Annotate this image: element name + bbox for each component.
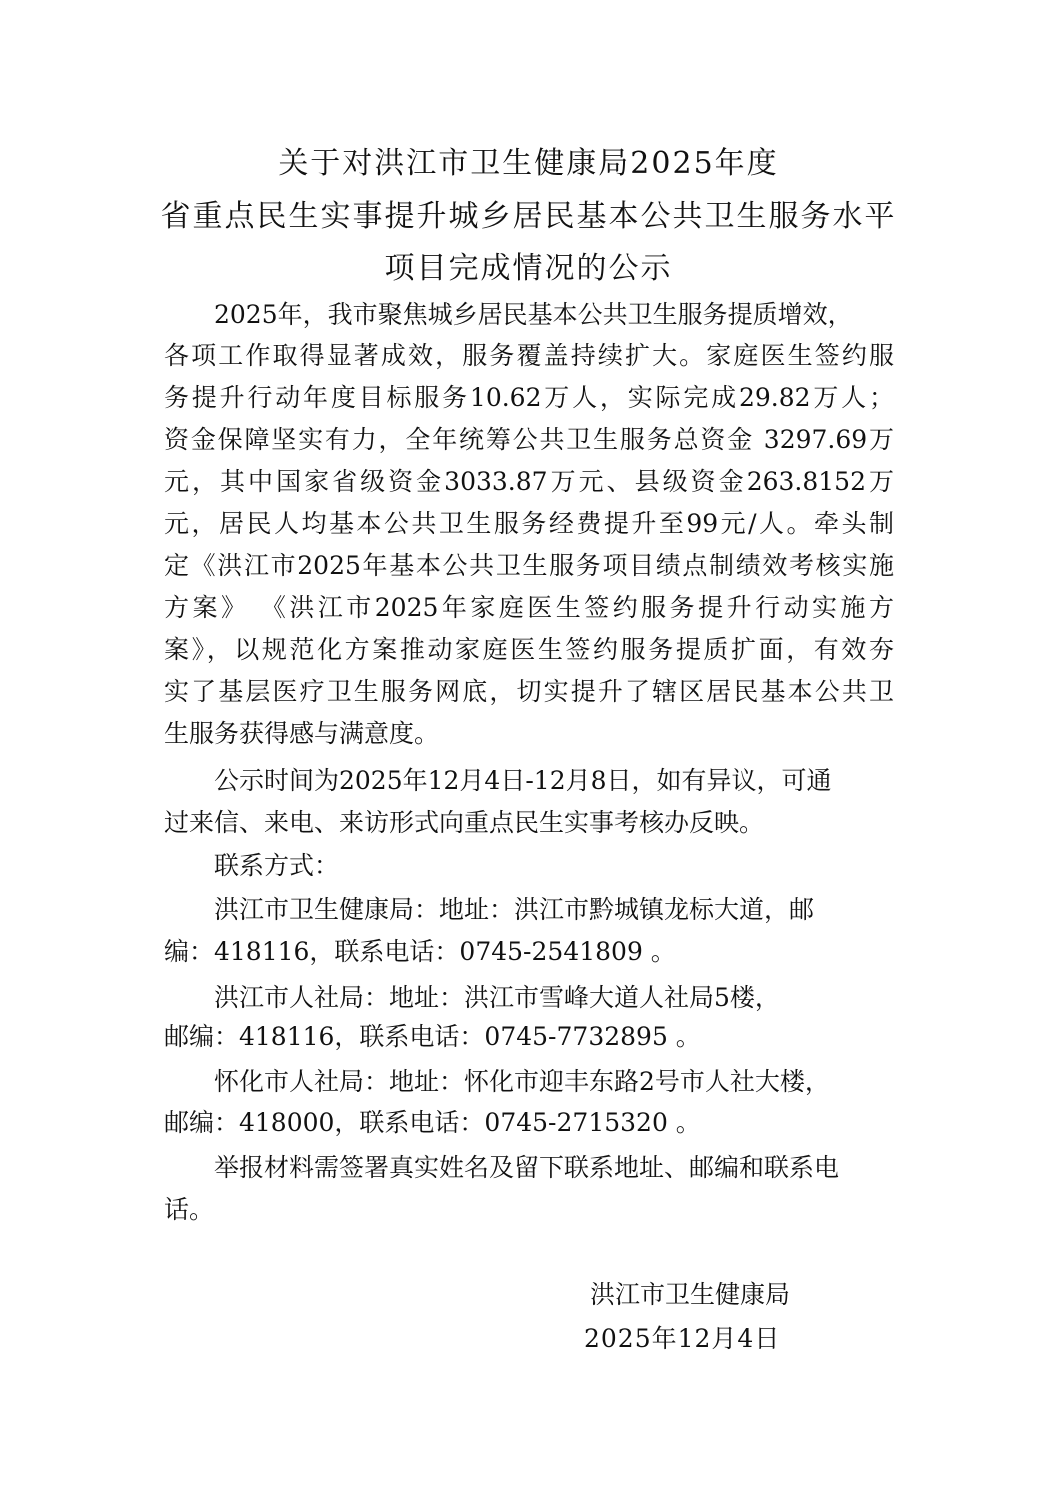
p1-line-7-wrap [164,549,894,583]
p1-line-10: 实了基层医疗卫生服务网底，切实提升了辖区居民基本公共卫 [164,677,894,706]
contact1-line-2: 编：418116，联系电话：0745-2541809 。 [164,937,676,966]
title-line-3: 项目完成情况的公示 [384,251,673,286]
contact1-line-1: 洪江市卫生健康局：地址：洪江市黔城镇龙标大道，邮 [214,895,815,924]
p1-line-3: 务提升行动年度目标服务10.62万人，实际完成29.82万人； [164,383,894,412]
p-last-line-2: 话。 [164,1195,215,1224]
p2-line-1: 公示时间为2025年12月4日-12月8日，如有异议，可通 [214,766,832,795]
p1-line-9: 案》，以规范化方案推动家庭医生签约服务提质扩面，有效夯 [164,635,894,664]
p1-line-5-wrap [164,465,894,499]
p1-line-3-wrap [164,381,894,415]
contact2-line-2: 邮编：418116，联系电话：0745-7732895 。 [164,1022,701,1051]
contact3-line-1: 怀化市人社局：地址：怀化市迎丰东路2号市人社大楼， [214,1067,830,1096]
p1-line-6-wrap [164,507,894,541]
p1-line-8: 方案》 《洪江市2025年家庭医生签约服务提升行动实施方 [164,593,894,622]
p1-line-4-wrap [164,423,894,457]
signature-date: 2025年12月4日 [584,1324,781,1353]
p1-line-5: 元，其中国家省级资金3033.87万元、县级资金263.8152万 [164,467,894,496]
p1-line-8-wrap [164,591,894,625]
p2-line-2: 过来信、来电、来访形式向重点民生实事考核办反映。 [164,808,765,837]
p1-line-10-wrap [164,675,894,709]
p-last-line-1: 举报材料需签署真实姓名及留下联系地址、邮编和联系电 [214,1153,840,1182]
p1-line-9-wrap [164,633,894,667]
p1-line-1: 2025年，我市聚焦城乡居民基本公共卫生服务提质增效， [214,300,853,329]
title-line-2: 省重点民生实事提升城乡居民基本公共卫生服务水平 [160,199,897,234]
contact2-line-1: 洪江市人社局：地址：洪江市雪峰大道人社局5楼， [214,983,780,1012]
signature-org: 洪江市卫生健康局 [590,1280,791,1309]
p1-line-6: 元，居民人均基本公共卫生服务经费提升至99元/人。牵头制 [164,509,894,538]
p1-line-7: 定《洪江市2025年基本公共卫生服务项目绩点制绩效考核实施 [164,551,894,580]
title-line-1: 关于对洪江市卫生健康局2025年度 [278,146,779,181]
p1-line-11: 生服务获得感与满意度。 [164,719,440,748]
contact3-line-2: 邮编：418000，联系电话：0745-2715320 。 [164,1108,701,1137]
p1-line-2: 各项工作取得显著成效，服务覆盖持续扩大。家庭医生签约服 [164,341,894,370]
contact-heading: 联系方式： [214,851,340,880]
p1-line-4: 资金保障坚实有力，全年统筹公共卫生服务总资金 3297.69万 [164,425,894,454]
p1-line-2-wrap [164,339,894,373]
